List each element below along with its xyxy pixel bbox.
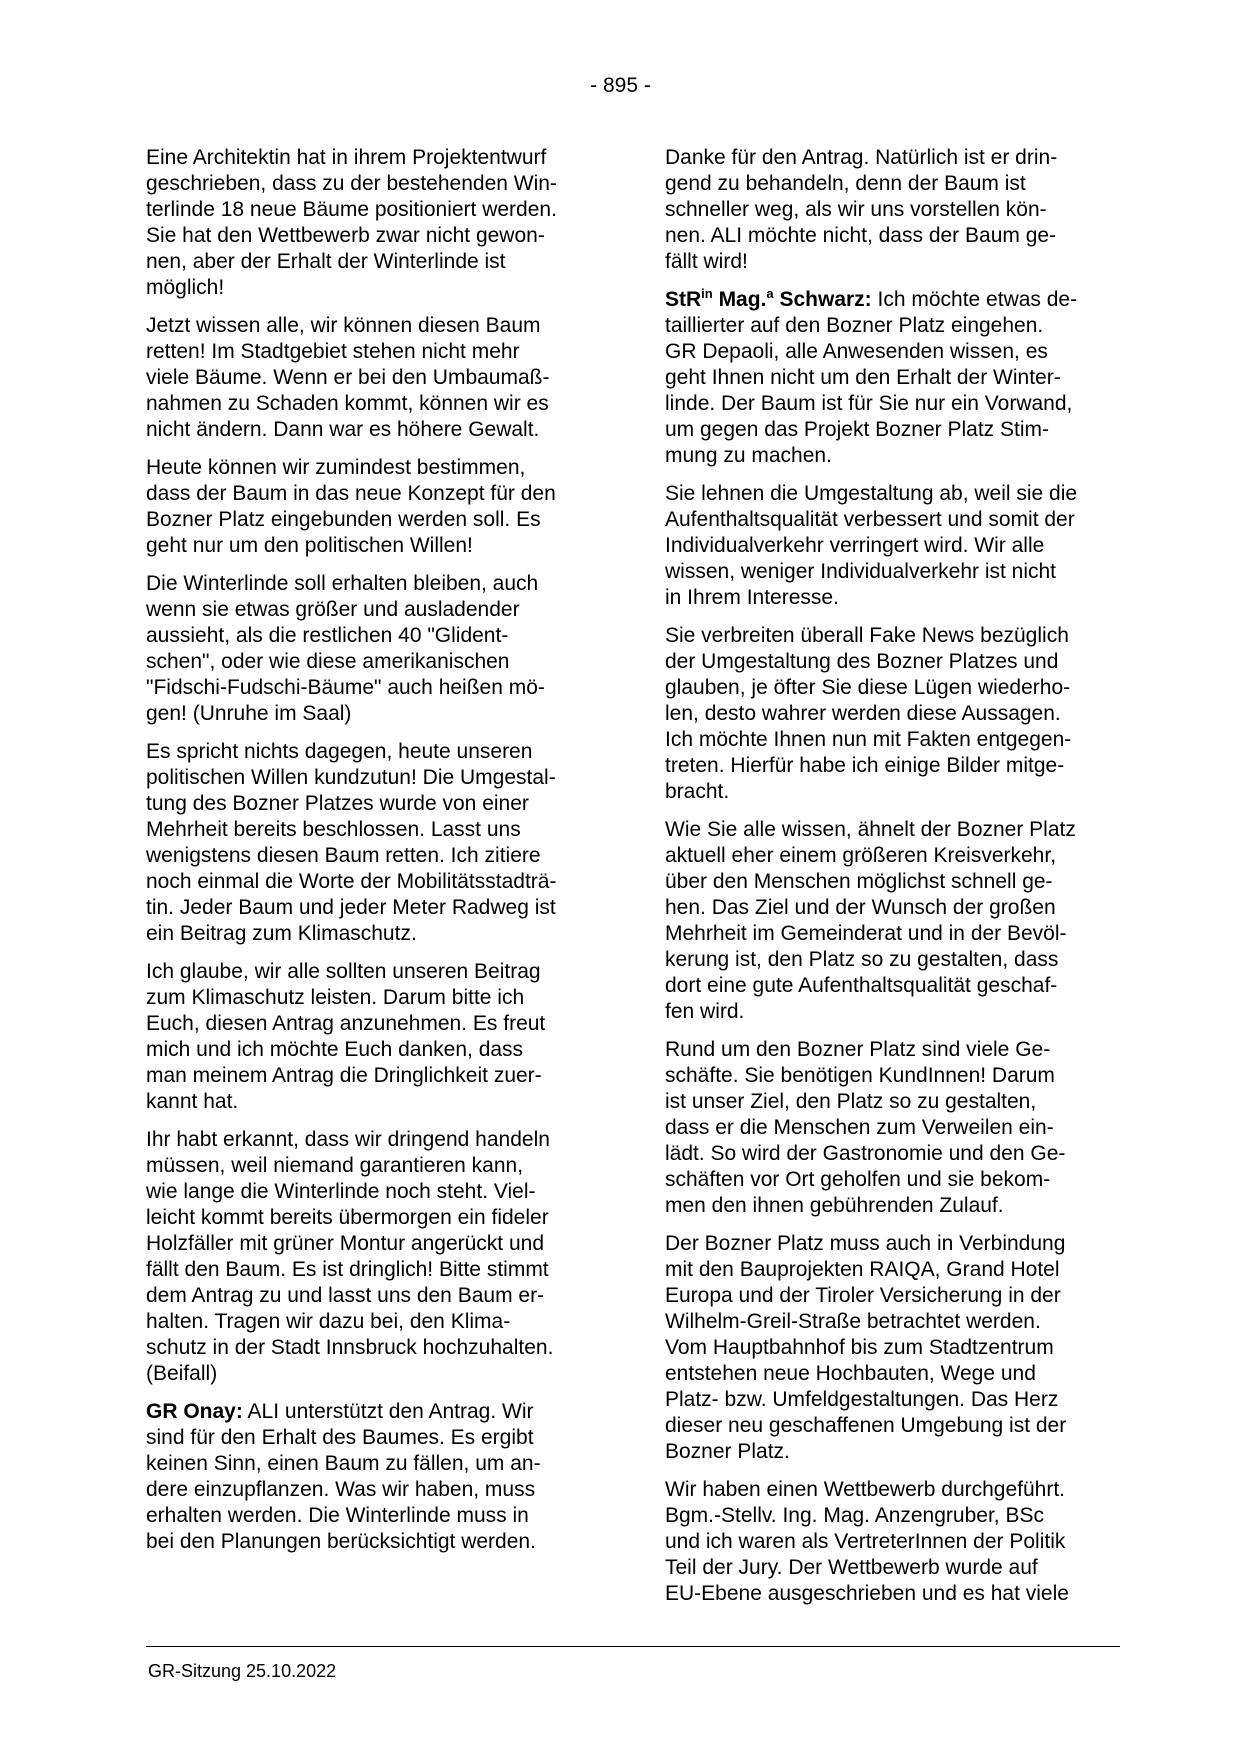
line: [146, 1399, 601, 1425]
line: ein Beitrag zum Klimaschutz.: [146, 922, 417, 945]
line: GR Depaoli, alle Anwesenden wissen, es: [665, 340, 1048, 363]
paragraph: [146, 455, 601, 559]
line: dass der Baum in das neue Konzept für den: [146, 482, 556, 505]
line: Individualverkehr verringert wird. Wir alle: [665, 534, 1045, 557]
speaker-name: [665, 288, 872, 311]
line: nahmen zu Schaden kommt, können wir es: [146, 392, 549, 415]
paragraph: [146, 959, 601, 1115]
line: Bgm.-Stellv. Ing. Mag. Anzengruber, BSc: [665, 1504, 1044, 1527]
line: möglich!: [146, 276, 225, 299]
line: keinen Sinn, einen Baum zu fällen, um an-: [146, 1452, 541, 1475]
line: mit den Bauprojekten RAIQA, Grand Hotel: [665, 1258, 1060, 1281]
line: noch einmal die Worte der Mobilitätsstadträ-: [146, 870, 557, 893]
right-paragraphs: [665, 481, 1120, 1607]
line: halten. Tragen wir dazu bei, den Klima-: [146, 1310, 511, 1333]
left-paragraphs: [146, 145, 601, 1387]
line: Heute können wir zumindest bestimmen,: [146, 456, 526, 479]
line: kerung ist, den Platz so zu gestalten, dass: [665, 948, 1059, 971]
line: viele Bäume. Wenn er bei den Umbaumaß-: [146, 366, 550, 389]
left-column: [146, 145, 601, 1567]
line: EU-Ebene ausgeschrieben und es hat viele: [665, 1582, 1069, 1605]
speaker-name: GR Onay:: [146, 1400, 243, 1423]
paragraph: [665, 145, 1120, 275]
right-first-paragraph: [665, 145, 1120, 275]
line: Sie verbreiten überall Fake News bezüglich: [665, 624, 1069, 647]
line: politischen Willen kundzutun! Die Umgestal-: [146, 766, 556, 789]
line: der Umgestaltung des Bozner Platzes und: [665, 650, 1059, 673]
paragraph: [665, 623, 1120, 805]
line: geschrieben, dass zu der bestehenden Win-: [146, 172, 557, 195]
line: schäften vor Ort geholfen und sie bekom-: [665, 1168, 1051, 1191]
paragraph: [665, 817, 1120, 1025]
line-text: ALI unterstützt den Antrag. Wir: [242, 1400, 534, 1423]
paragraph: [146, 739, 601, 947]
line: schäfte. Sie benötigen KundInnen! Darum: [665, 1064, 1055, 1087]
line: sind für den Erhalt des Baumes. Es ergibt: [146, 1426, 534, 1449]
line: glauben, je öfter Sie diese Lügen wiederho-: [665, 676, 1071, 699]
line: treten. Hierfür habe ich einige Bilder mitge-: [665, 754, 1065, 777]
line: dem Antrag zu und lasst uns den Baum er-: [146, 1284, 545, 1307]
line: und ich waren als VertreterInnen der Politik: [665, 1530, 1066, 1553]
line: wenigstens diesen Baum retten. Ich zitiere: [146, 844, 541, 867]
line: Ich glaube, wir alle sollten unseren Beitrag: [146, 960, 541, 983]
line: geht Ihnen nicht um den Erhalt der Winter-: [665, 366, 1061, 389]
line: kannt hat.: [146, 1090, 239, 1113]
line: man meinem Antrag die Dringlichkeit zuer-: [146, 1064, 542, 1087]
line-text: Ich möchte etwas de-: [871, 288, 1078, 311]
line: Die Winterlinde soll erhalten bleiben, auch: [146, 572, 539, 595]
paragraph: [665, 1037, 1120, 1219]
line: linde. Der Baum ist für Sie nur ein Vorwand,: [665, 392, 1073, 415]
line: Jetzt wissen alle, wir können diesen Baum: [146, 314, 541, 337]
line: taillierter auf den Bozner Platz eingehen.: [665, 314, 1044, 337]
line: müssen, weil niemand garantieren kann,: [146, 1154, 524, 1177]
line: Teil der Jury. Der Wettbewerb wurde auf: [665, 1556, 1038, 1579]
line: entstehen neue Hochbauten, Wege und: [665, 1362, 1036, 1385]
line: Sie lehnen die Umgestaltung ab, weil sie die: [665, 482, 1078, 505]
line: Mehrheit bereits beschlossen. Lasst uns: [146, 818, 521, 841]
speaker-surname: Schwarz:: [773, 288, 872, 311]
line: Danke für den Antrag. Natürlich ist er drin-: [665, 146, 1058, 169]
paragraph: [146, 145, 601, 301]
paragraph: [146, 313, 601, 443]
line: "Fidschi-Fudschi-Bäume" auch heißen mö-: [146, 676, 545, 699]
line: Bozner Platz eingebunden werden soll. Es: [146, 508, 541, 531]
line: dieser neu geschaffenen Umgebung ist der: [665, 1414, 1067, 1437]
line: Wir haben einen Wettbewerb durchgeführt.: [665, 1478, 1066, 1501]
line: retten! Im Stadtgebiet stehen nicht mehr: [146, 340, 520, 363]
line: tin. Jeder Baum und jeder Meter Radweg ist: [146, 896, 556, 919]
paragraph-onay: [146, 1399, 601, 1555]
line: Wilhelm-Greil-Straße betrachtet werden.: [665, 1310, 1041, 1333]
line: dass er die Menschen zum Verweilen ein-: [665, 1116, 1054, 1139]
line: Der Bozner Platz muss auch in Verbindung: [665, 1232, 1066, 1255]
line: tung des Bozner Platzes wurde von einer: [146, 792, 529, 815]
right-column: [665, 145, 1120, 1619]
line: Euch, diesen Antrag anzunehmen. Es freut: [146, 1012, 546, 1035]
speaker-title-1: StR: [665, 288, 702, 311]
speaker-title-2: Mag.: [712, 288, 767, 311]
line: Rund um den Bozner Platz sind viele Ge-: [665, 1038, 1051, 1061]
footer-divider: [146, 1646, 1120, 1647]
line: wissen, weniger Individualverkehr ist nicht: [665, 560, 1057, 583]
line: Ich möchte Ihnen nun mit Fakten entgegen-: [665, 728, 1072, 751]
line: Europa und der Tiroler Versicherung in der: [665, 1284, 1061, 1307]
line: geht nur um den politischen Willen!: [146, 534, 473, 557]
schwarz-lines: [665, 313, 1120, 469]
line: zum Klimaschutz leisten. Darum bitte ich: [146, 986, 525, 1009]
line: lädt. So wird der Gastronomie und den Ge-: [665, 1142, 1066, 1165]
line: wie lange die Winterlinde noch steht. Viel-: [146, 1180, 536, 1203]
line: Wie Sie alle wissen, ähnelt der Bozner Platz: [665, 818, 1076, 841]
line: über den Menschen möglichst schnell ge-: [665, 870, 1053, 893]
line: in Ihrem Interesse.: [665, 586, 839, 609]
paragraph: [146, 1127, 601, 1387]
line: Mehrheit im Gemeinderat und in der Bevöl-: [665, 922, 1067, 945]
line: dere einzupflanzen. Was wir haben, muss: [146, 1478, 536, 1501]
line: wenn sie etwas größer und ausladender: [146, 598, 520, 621]
line: aktuell eher einem größeren Kreisverkehr,: [665, 844, 1057, 867]
paragraph: [665, 481, 1120, 611]
line: fällt wird!: [665, 250, 748, 273]
line: schutz in der Stadt Innsbruck hochzuhalten.: [146, 1336, 554, 1359]
speaker-title-1-sup: in: [701, 286, 713, 301]
speaker-title-2-sup: a: [766, 286, 774, 301]
paragraph-schwarz: [665, 287, 1120, 469]
line: schen", oder wie diese amerikanischen: [146, 650, 510, 673]
line: nicht ändern. Dann war es höhere Gewalt.: [146, 418, 540, 441]
line: dort eine gute Aufenthaltsqualität geschaf-: [665, 974, 1058, 997]
line: mich und ich möchte Euch danken, dass: [146, 1038, 524, 1061]
line: men den ihnen gebührenden Zulauf.: [665, 1194, 1004, 1217]
line: Es spricht nichts dagegen, heute unseren: [146, 740, 533, 763]
line: mung zu machen.: [665, 444, 832, 467]
paragraph: [665, 1477, 1120, 1607]
line: nen, aber der Erhalt der Winterlinde ist: [146, 250, 506, 273]
line: gend zu behandeln, denn der Baum ist: [665, 172, 1026, 195]
line: nen. ALI möchte nicht, dass der Baum ge-: [665, 224, 1057, 247]
footer-session-date: GR-Sitzung 25.10.2022: [148, 1661, 337, 1681]
line: schneller weg, als wir uns vorstellen kön-: [665, 198, 1047, 221]
line: gen! (Unruhe im Saal): [146, 702, 352, 725]
line: [665, 287, 1120, 313]
line: Vom Hauptbahnhof bis zum Stadtzentrum: [665, 1336, 1054, 1359]
line: um gegen das Projekt Bozner Platz Stim-: [665, 418, 1050, 441]
line: erhalten werden. Die Winterlinde muss in: [146, 1504, 529, 1527]
line: Platz- bzw. Umfeldgestaltungen. Das Herz: [665, 1388, 1059, 1411]
onay-lines: [146, 1425, 601, 1555]
line: Aufenthaltsqualität verbessert und somit der: [665, 508, 1075, 531]
line: terlinde 18 neue Bäume positioniert werden.: [146, 198, 557, 221]
line: fen wird.: [665, 1000, 745, 1023]
paragraph: [146, 571, 601, 727]
line: len, desto wahrer werden diese Aussagen.: [665, 702, 1061, 725]
page-number: - 895 -: [590, 74, 651, 97]
line: fällt den Baum. Es ist dringlich! Bitte stimmt: [146, 1258, 549, 1281]
line: aussieht, als die restlichen 40 "Glident-: [146, 624, 509, 647]
paragraph: [665, 1231, 1120, 1465]
line: leicht kommt bereits übermorgen ein fideler: [146, 1206, 549, 1229]
line: Eine Architektin hat in ihrem Projektentwurf: [146, 146, 547, 169]
line: Bozner Platz.: [665, 1440, 790, 1463]
line: Sie hat den Wettbewerb zwar nicht gewon-: [146, 224, 545, 247]
line: Ihr habt erkannt, dass wir dringend handeln: [146, 1128, 550, 1151]
line: Holzfäller mit grüner Montur angerückt und: [146, 1232, 545, 1255]
line: (Beifall): [146, 1362, 218, 1385]
line: bracht.: [665, 780, 730, 803]
line: hen. Das Ziel und der Wunsch der großen: [665, 896, 1056, 919]
line: ist unser Ziel, den Platz so zu gestalten,: [665, 1090, 1037, 1113]
line: bei den Planungen berücksichtigt werden.: [146, 1530, 536, 1553]
